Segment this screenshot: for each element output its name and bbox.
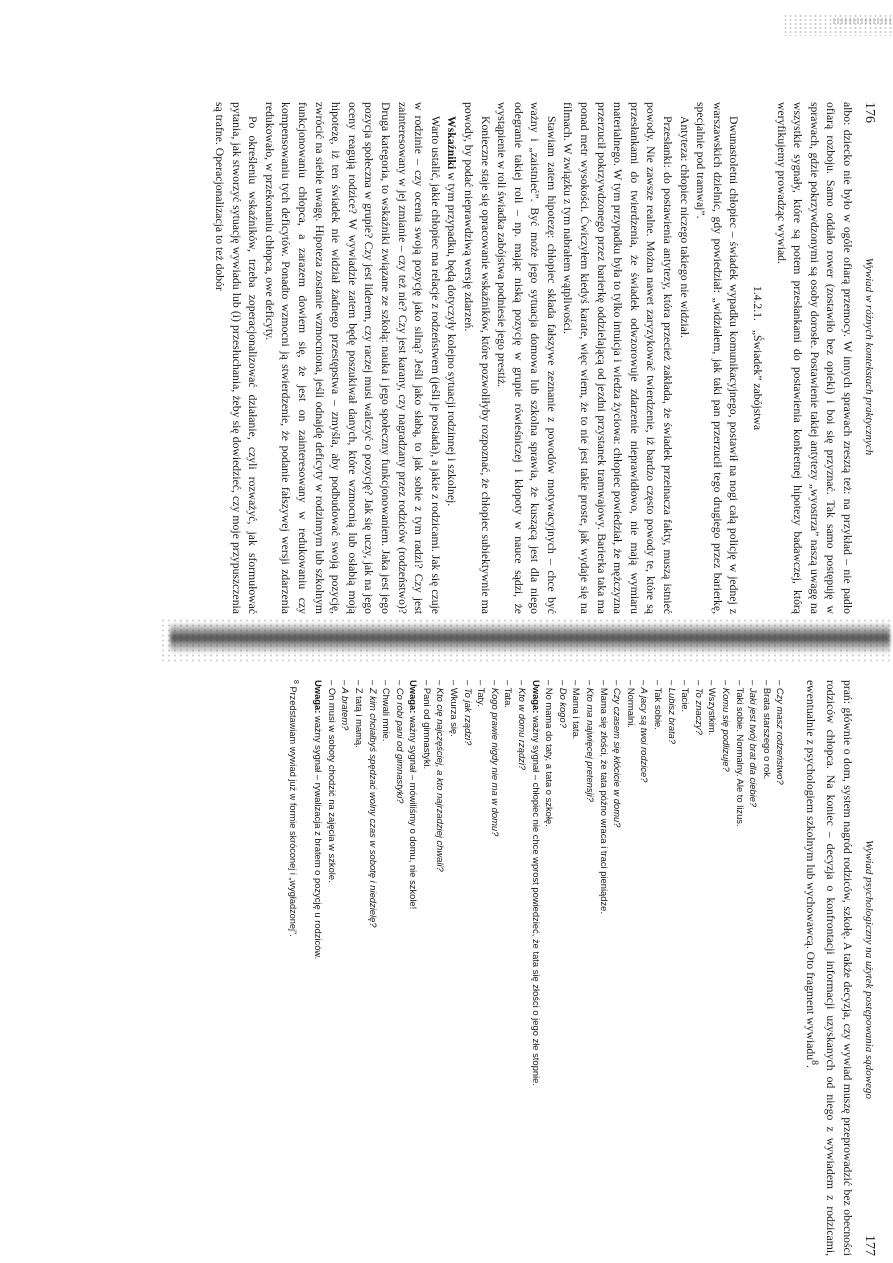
interview-answer: – Mama i tata. <box>571 680 583 740</box>
interview-answer: – Mama się złości, że tata późno wraca i traci pieniądze. <box>598 680 610 914</box>
left-running-head <box>855 102 877 614</box>
section-number: 1.4.2.1. <box>751 285 765 321</box>
interview-note <box>312 680 326 1256</box>
interview-question: – Kto ma najwięcej pretensji? <box>585 680 597 802</box>
interview-note <box>407 680 421 1256</box>
paragraph-wskazniki <box>443 102 460 614</box>
interview-answer: – Chwali mnie. <box>381 680 393 742</box>
paragraph-antyteza <box>675 102 692 614</box>
paragraph: Stawiam zatem hipotezę: chłopiec składa fałszywe zeznanie z powodów motywacyjnych – chce być ważny i „zaistnieć”. Być może jego sytuacja domowa lub szkolna sprawia, że kuszącą jest dla niego odegranie takiej roli – np. mając niską pozycję w grupie rówieśniczej i kłopoty w nauce sądzi, że wystąpienie w roli świadka zabójstwa podniesie jego prestiż. <box>495 102 558 614</box>
interview-answer: – Pani od gimnastyki. <box>421 680 433 770</box>
interview-answer: – No mama do taty, a tata o szkołę. <box>544 680 556 827</box>
paragraph-text: prań: głównie o dom, system nagród rodziców, szkołę. A także decyzja, czy wywiad muszę przeprowadzić bez obecności rodziców chłopca. Na koniec – decyzja o konfrontacji informacji uzyskanych od niego z wywiadem z rodzicami, ewentualnie z psychologiem szkolnym lub wychowawcą. Oto fragment wywiadu <box>803 680 854 1256</box>
interview-answer: – Wkurza się. <box>449 680 461 737</box>
footnote-number: 8 <box>291 680 299 684</box>
paragraph: albo: dziecko nie było w ogóle ofiarą przemocy. W innych sprawach zresztą też: na przykład – nie padło ofiarą rozboju. Samo oddało rower (zostawiło bez opieki) i boi się przyznać. Tak samo postępuję w sprawach, gdzie pokrzywdzonymi są osoby dorosłe. Postawienie takiej antytezy „wyostrza” naszą uwagę na wszystkie sygnały, które są potem przesłankami do postawienia konkretnej hipotezy badawczej, którą weryfikujemy prowadząc wywiad. <box>774 102 854 614</box>
interview-answer: – Tacie. <box>680 680 692 713</box>
running-head-title: Wywiad w różnych kontekstach praktycznych <box>863 257 875 456</box>
interview-question: – Czy czasem się kłócicie w domu? <box>612 680 624 828</box>
interview-question: – Lubisz brata? <box>666 680 678 745</box>
interview-answer: – Wszystkim. <box>707 680 719 736</box>
note-lead: Uwaga: <box>313 680 325 714</box>
note-text: ważny sygnał – mówiliśmy o domu, nie szkole! <box>408 713 420 910</box>
interview-question: – Z kim chciałbyś spędzać wolny czas w sobotę i niedzielę? <box>367 680 379 928</box>
paragraph-intro <box>801 680 855 1256</box>
interview-answer: – Taki sobie. Normalny. Ale to lizus. <box>734 680 746 827</box>
interview-answer: – Tak sobie. <box>652 680 664 730</box>
interview-question: – A bratem? <box>340 680 352 731</box>
right-page <box>25 680 877 1256</box>
note-text: ważny sygnał – rywalizacja z bratem o pozycję u rodziców. <box>313 713 325 960</box>
paragraph-text: w tym przypadku, będą dotyczyły kolejno sytuacji rodzinnej i szkolnej. <box>445 169 459 507</box>
interview-note <box>529 680 543 1256</box>
right-body-text <box>801 680 855 1256</box>
interview-answer: – Normalni. <box>625 680 637 728</box>
paragraph-text: chłopiec niczego takiego nie widział. <box>677 161 691 338</box>
interview-dialogue <box>312 680 788 1256</box>
interview-question: – To znaczy? <box>693 680 705 735</box>
interview-answer: – Tata. <box>503 680 515 708</box>
note-lead: Uwaga: <box>408 680 420 714</box>
running-head-title: Wywiad psychologiczny na użytek postępowania sądowego <box>863 840 875 1099</box>
scan-noise <box>833 18 893 24</box>
interview-question: – Czy masz rodzeństwo? <box>775 680 787 785</box>
left-body-text <box>210 102 855 614</box>
interview-question: – Kto w domu rządzi? <box>517 680 529 771</box>
paragraph-przeslanki <box>559 102 675 614</box>
interview-question: – A jacy są twoi rodzice? <box>639 680 651 783</box>
footnote <box>285 680 301 1256</box>
interview-question: – Do kogo? <box>557 680 569 728</box>
note-text: ważny sygnał – chłopiec nie chce wprost powiedzieć, że tata się złości o jego złe stopnie. <box>530 713 542 1086</box>
page-number: 176 <box>862 102 877 123</box>
paragraph: Konieczne staje się opracowanie wskaźników, które pozwoliłyby rozpoznać, że chłopiec subiektywnie ma powody, by podać nieprawdziwą wersję zdarzeń. <box>461 102 492 614</box>
paragraph: Dwunastoletni chłopiec – świadek wypadku komunikacyjnego, postawił na nogi całą policję w jednej z warszawskich dzielnic, gdy powiedział: „widziałem, jak taki pan przerzucił tego drugiego przez barierkę, specjalnie pod tramwaj”. <box>694 102 741 614</box>
left-page <box>25 102 877 614</box>
interview-question: – To jak rządzi? <box>462 680 474 746</box>
interview-answer: – On musi w soboty chodzić na zajęcia w szkole. <box>326 680 338 883</box>
paragraph-lead: Antyteza: <box>677 116 691 162</box>
interview-question: – Kto cię najczęściej, a kto najrzadziej chwali? <box>435 680 447 872</box>
interview-answer: – Z tatą i mamą. <box>353 680 365 748</box>
right-running-head <box>855 680 877 1256</box>
paragraph-lead: Przesłanki: <box>661 116 675 168</box>
interview-question: – Jaki jest twój brat dla ciebie? <box>748 680 760 808</box>
paragraph-lead: Wskaźniki <box>445 116 459 170</box>
interview-question: – Kogo prawie nigdy nie ma w domu? <box>489 680 501 837</box>
section-heading <box>748 102 765 614</box>
section-title: „Świadek” zabójstwa <box>751 329 765 431</box>
interview-question: – Co robi pani od gimnastyki? <box>394 680 406 804</box>
page-number: 177 <box>862 1235 877 1256</box>
note-lead: Uwaga: <box>530 680 542 714</box>
footnote-text: Przedstawiam wywiad już w formie skróconej i „wygładzonej”. <box>287 683 298 937</box>
paragraph: Po określeniu wskaźników, trzeba zoperacjonalizować działanie, czyli rozważyć, jak sformułować pytania, jak stworzyć sytuację wywiadu lub (i) przesłuchania, żeby się dowiedzieć, czy moje przypuszczenia są trafne. Operacjonalizacja to też dobór <box>213 102 260 614</box>
paragraph-end: . <box>803 1064 817 1068</box>
interview-answer: – Taty. <box>476 680 488 707</box>
paragraph-text: do postawienia antytezy, która przecież zakłada, że świadek przeinacza fakty, muszą istnieć powody. Nie zawsze realne. Można nawet zaryzykować twierdzenie, iż bardzo często powody te, które są przesłankami do twierdzenia, że świadek odwzorowuje zdarzenie nieprawidłowo, nie mają wymiaru materialnego. W tym przypadku była to tylko intuicja i wiedza życiowa: chłopiec powiedział, że mężczyzna przerzucił pokrzywdzonego przez barierkę oddzielającą od jezdni przystanek tramwajowy. Barierka taka ma ponad metr wysokości. Ćwiczyłem kiedyś karate, więc wiem, że to nie jest takie proste, jak wydaje się na filmach. W związku z tym nabrałem wątpliwości. <box>561 102 675 614</box>
interview-question: – Komu się podlizuje? <box>720 680 732 772</box>
paragraph: Warto ustalić, jakie chłopiec ma relacje z rodzeństwem (jeśli je posiada), a jakie z rodzicami. Jak się czuje w rodzinie – czy ocenia swoją pozycję jako silną? Jeśli jako słabą, to jak sobie z tym radzi? Czy jest zainteresowany w jej zmianie – czy też nie? Czy jest karany, czy nagradzany przez rodziców (rodzeństwo)? Druga kategoria, to wskaźniki związane ze szkołą: nauka i jego społeczny funkcjonowaniem. Jaka jest jego pozycja społeczna w grupie? Czy jest liderem, czy raczej musi walczyć o pozycję? Jak się uczy, jak na jego oceny reagują rodzice? W wywiadzie zatem będę poszukiwał danych, które wzmocnią lub osłabią moją hipotezę, iż ten świadek nie widział żadnego przestępstwa – zmyśla, aby podbudować swoją pozycję, zwrócić na siebie uwagę. Hipoteza zostanie wzmocniona, jeśli odnajdę deficyty w rodzinnym lub szkolnym funkcjonowaniu chłopca, a zarazem dowiem się, że jest on zainteresowany w redukowaniu czy kompensowaniu tych deficytów. Ponadto wzmocni ją stwierdzenie, że podanie fałszywej wersji zdarzenia redukowało, w przekonaniu chłopca, owe deficyty. <box>262 102 442 614</box>
interview-answer: – Brata starszego o rok. <box>761 680 773 780</box>
footnote-marker: 8 <box>808 1060 820 1065</box>
scan-noise <box>160 618 890 662</box>
